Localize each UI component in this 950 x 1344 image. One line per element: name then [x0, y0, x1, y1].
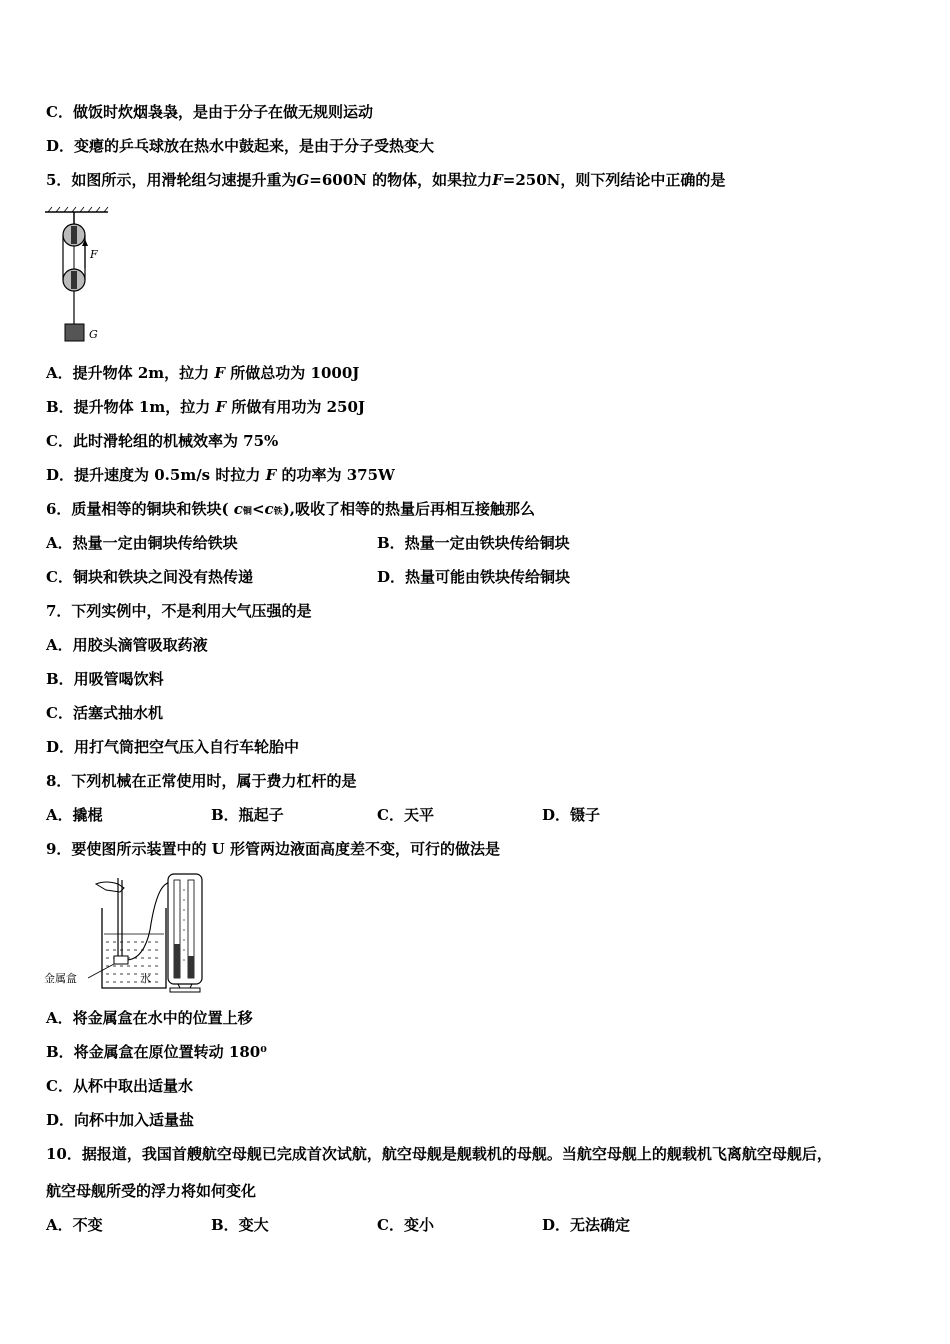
- pulley-figure: [40, 206, 120, 346]
- q7-option-d: D．用打气筒把空气压入自行车轮胎中: [46, 738, 300, 756]
- q7-option-a: A．用胶头滴管吸取药液: [46, 636, 208, 654]
- q10-option-d: D．无法确定: [542, 1216, 631, 1234]
- q9-option-a: A．将金属盒在水中的位置上移: [46, 1009, 253, 1027]
- q5-option-a: A．提升物体 2m，拉力 F 所做总功为 1000J: [46, 364, 360, 382]
- q9-option-c: C．从杯中取出适量水: [46, 1077, 193, 1095]
- q10-stem-line1: 10．据报道，我国首艘航空母舰已完成首次试航，航空母舰是舰载机的母舰。当航空母舰上的舰载机飞离航空母舰后，: [46, 1145, 832, 1163]
- weight-block: [65, 324, 84, 341]
- fig-label-water: 水: [140, 972, 151, 985]
- q10-option-c: C．变小: [377, 1216, 434, 1234]
- q6-option-a: A．热量一定由铜块传给铁块: [46, 534, 238, 552]
- q5-stem: 5．如图所示，用滑轮组匀速提升重为G=600N 的物体，如果拉力F=250N，则下列结论中正确的是: [46, 171, 726, 189]
- q6-option-c: C．铜块和铁块之间没有热传递: [46, 568, 253, 586]
- q6-stem: 6．质量相等的铜块和铁块( c铜<c铁),吸收了相等的热量后再相互接触那么: [46, 500, 535, 518]
- metal-box: [114, 956, 128, 964]
- prev-option-c: C．做饭时炊烟袅袅，是由于分子在做无规则运动: [46, 103, 373, 121]
- q9-option-d: D．向杯中加入适量盐: [46, 1111, 195, 1129]
- q7-option-c: C．活塞式抽水机: [46, 704, 163, 722]
- q8-option-a: A．撬棍: [46, 806, 103, 824]
- q10-option-b: B．变大: [211, 1216, 269, 1234]
- q8-option-c: C．天平: [377, 806, 434, 824]
- q5-option-c: C．此时滑轮组的机械效率为 75%: [46, 432, 279, 450]
- pressure-gauge-figure: [44, 870, 209, 996]
- fig-label-metal-box: 金属盒: [44, 972, 77, 985]
- fig-label-G: G: [89, 328, 98, 341]
- q9-option-b: B．将金属盒在原位置转动 180⁰: [46, 1043, 267, 1061]
- q8-option-b: B．瓶起子: [211, 806, 284, 824]
- q5-option-d: D．提升速度为 0.5m/s 时拉力 F 的功率为 375W: [46, 466, 395, 484]
- fig-label-F: F: [90, 248, 98, 261]
- q8-option-d: D．镊子: [542, 806, 601, 824]
- q6-option-b: B．热量一定由铁块传给铜块: [377, 534, 570, 552]
- q8-stem: 8．下列机械在正常使用时，属于费力杠杆的是: [46, 772, 357, 790]
- q9-stem: 9．要使图所示装置中的 U 形管两边液面高度差不变，可行的做法是: [46, 840, 500, 858]
- q6-option-d: D．热量可能由铁块传给铜块: [377, 568, 571, 586]
- q7-option-b: B．用吸管喝饮料: [46, 670, 164, 688]
- q7-stem: 7．下列实例中，不是利用大气压强的是: [46, 602, 312, 620]
- q10-stem-line2: 航空母舰所受的浮力将如何变化: [46, 1182, 257, 1200]
- q10-option-a: A．不变: [46, 1216, 103, 1234]
- prev-option-d: D．变瘪的乒乓球放在热水中鼓起来，是由于分子受热变大: [46, 137, 435, 155]
- q5-option-b: B．提升物体 1m，拉力 F 所做有用功为 250J: [46, 398, 365, 416]
